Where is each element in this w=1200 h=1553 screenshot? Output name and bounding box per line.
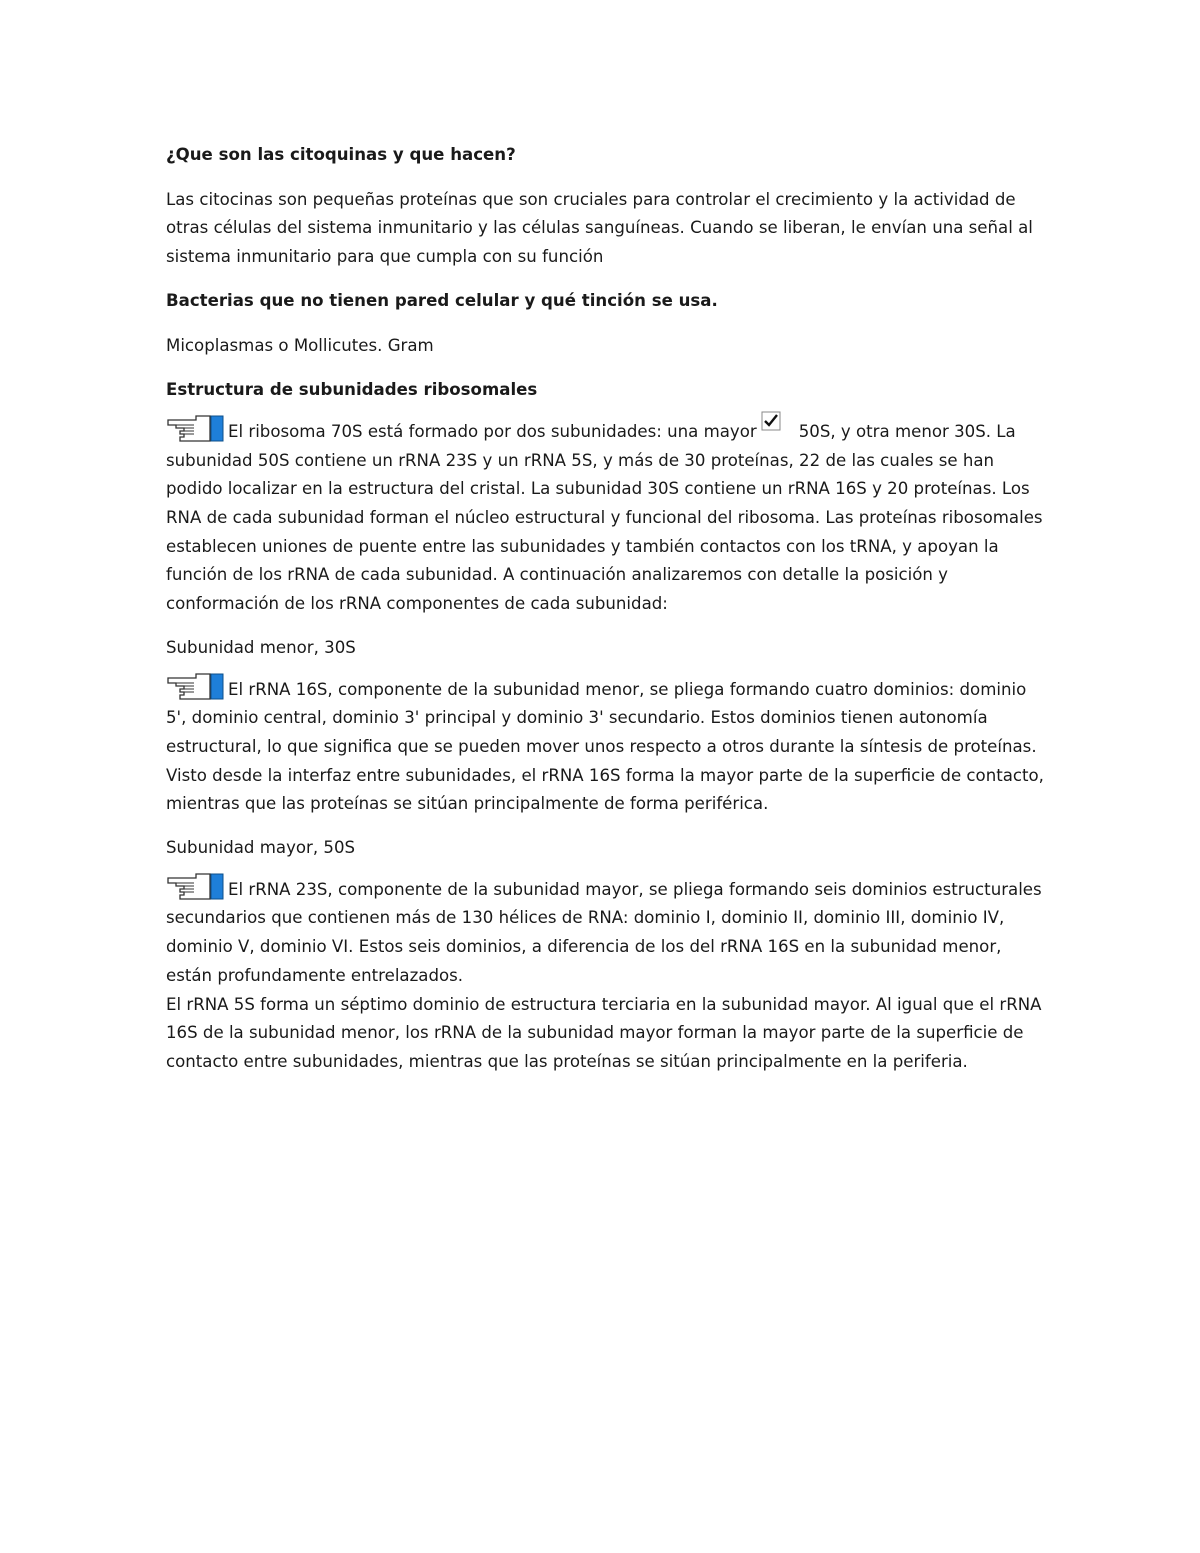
ribosome-text-after: 50S, y otra menor 30S. La subunidad 50S contiene un rRNA 23S y un rRNA 5S, y más de 30 proteínas, 22 de las cuales se han podido localizar en la estructura del cristal. La subunidad 30S contiene un rRNA 16S y 20 proteínas. Los RNA de cada subunidad forman el núcleo estructural y funcional del ribosoma. Las proteínas ribosomales establecen uniones de puente entre las subunidades y también contactos con los tRNA, y apoyan la función de los rRNA de cada subunidad. A continuación analizaremos con detalle la posición y conformación de los rRNA componentes de cada subunidad: <box>166 421 1043 614</box>
heading-ribosomal-subunits: Estructura de subunidades ribosomales <box>166 380 538 400</box>
subunit-large-text: El rRNA 23S, componente de la subunidad mayor, se pliega formando seis dominios estructurales secundarios que contienen más de 130 hélices de RNA: dominio I, dominio II, dominio III, dominio IV, dominio V, dominio VI. Estos seis dominios, a diferencia de los del rRNA 16S en la subunidad menor, están profundamente entrelazados. <box>166 879 1042 985</box>
document-page <box>166 141 1046 1077</box>
pointing-hand-icon <box>166 869 226 901</box>
paragraph-ribosome <box>166 411 1046 619</box>
paragraph-subunit-small <box>166 669 1046 820</box>
answer-cytokines: Las citocinas son pequeñas proteínas que son cruciales para controlar el crecimiento y la actividad de otras células del sistema inmunitario y las células sanguíneas. Cuando se liberan, le envían una señal al sistema inmunitario para que cumpla con su función <box>166 189 1033 267</box>
question-bacteria: Bacterias que no tienen pared celular y qué tinción se usa. <box>166 290 718 310</box>
ribosome-text-before: El ribosoma 70S está formado por dos subunidades: una mayor <box>228 421 757 441</box>
question-cytokines: ¿Que son las citoquinas y que hacen? <box>166 145 516 164</box>
answer-bacteria: Micoplasmas o Mollicutes. Gram <box>166 335 434 355</box>
checkbox-checked-icon <box>761 411 781 431</box>
subunit-small-text: El rRNA 16S, componente de la subunidad menor, se pliega formando cuatro dominios: dominio 5', dominio central, dominio 3' principal y dominio 3' secundario. Estos dominios tienen autonomía estructural, lo que significa que se pueden mover unos respecto a otros durante la síntesis de proteínas. Visto desde la interfaz entre subunidades, el rRNA 16S forma la mayor parte de la superficie de contacto, mientras que las proteínas se sitúan principalmente de forma periférica. <box>166 679 1044 814</box>
pointing-hand-icon <box>166 669 226 701</box>
subunit-large-title: Subunidad mayor, 50S <box>166 838 356 858</box>
subunit-small-title: Subunidad menor, 30S <box>166 637 356 657</box>
subunit-large-text-2: El rRNA 5S forma un séptimo dominio de estructura terciaria en la subunidad mayor. Al igual que el rRNA 16S de la subunidad menor, los rRNA de la subunidad mayor forman la mayor parte de la superficie de contacto entre subunidades, mientras que las proteínas se sitúan principalmente en la periferia. <box>166 994 1042 1071</box>
pointing-hand-icon <box>166 411 226 443</box>
paragraph-subunit-large <box>166 869 1046 991</box>
